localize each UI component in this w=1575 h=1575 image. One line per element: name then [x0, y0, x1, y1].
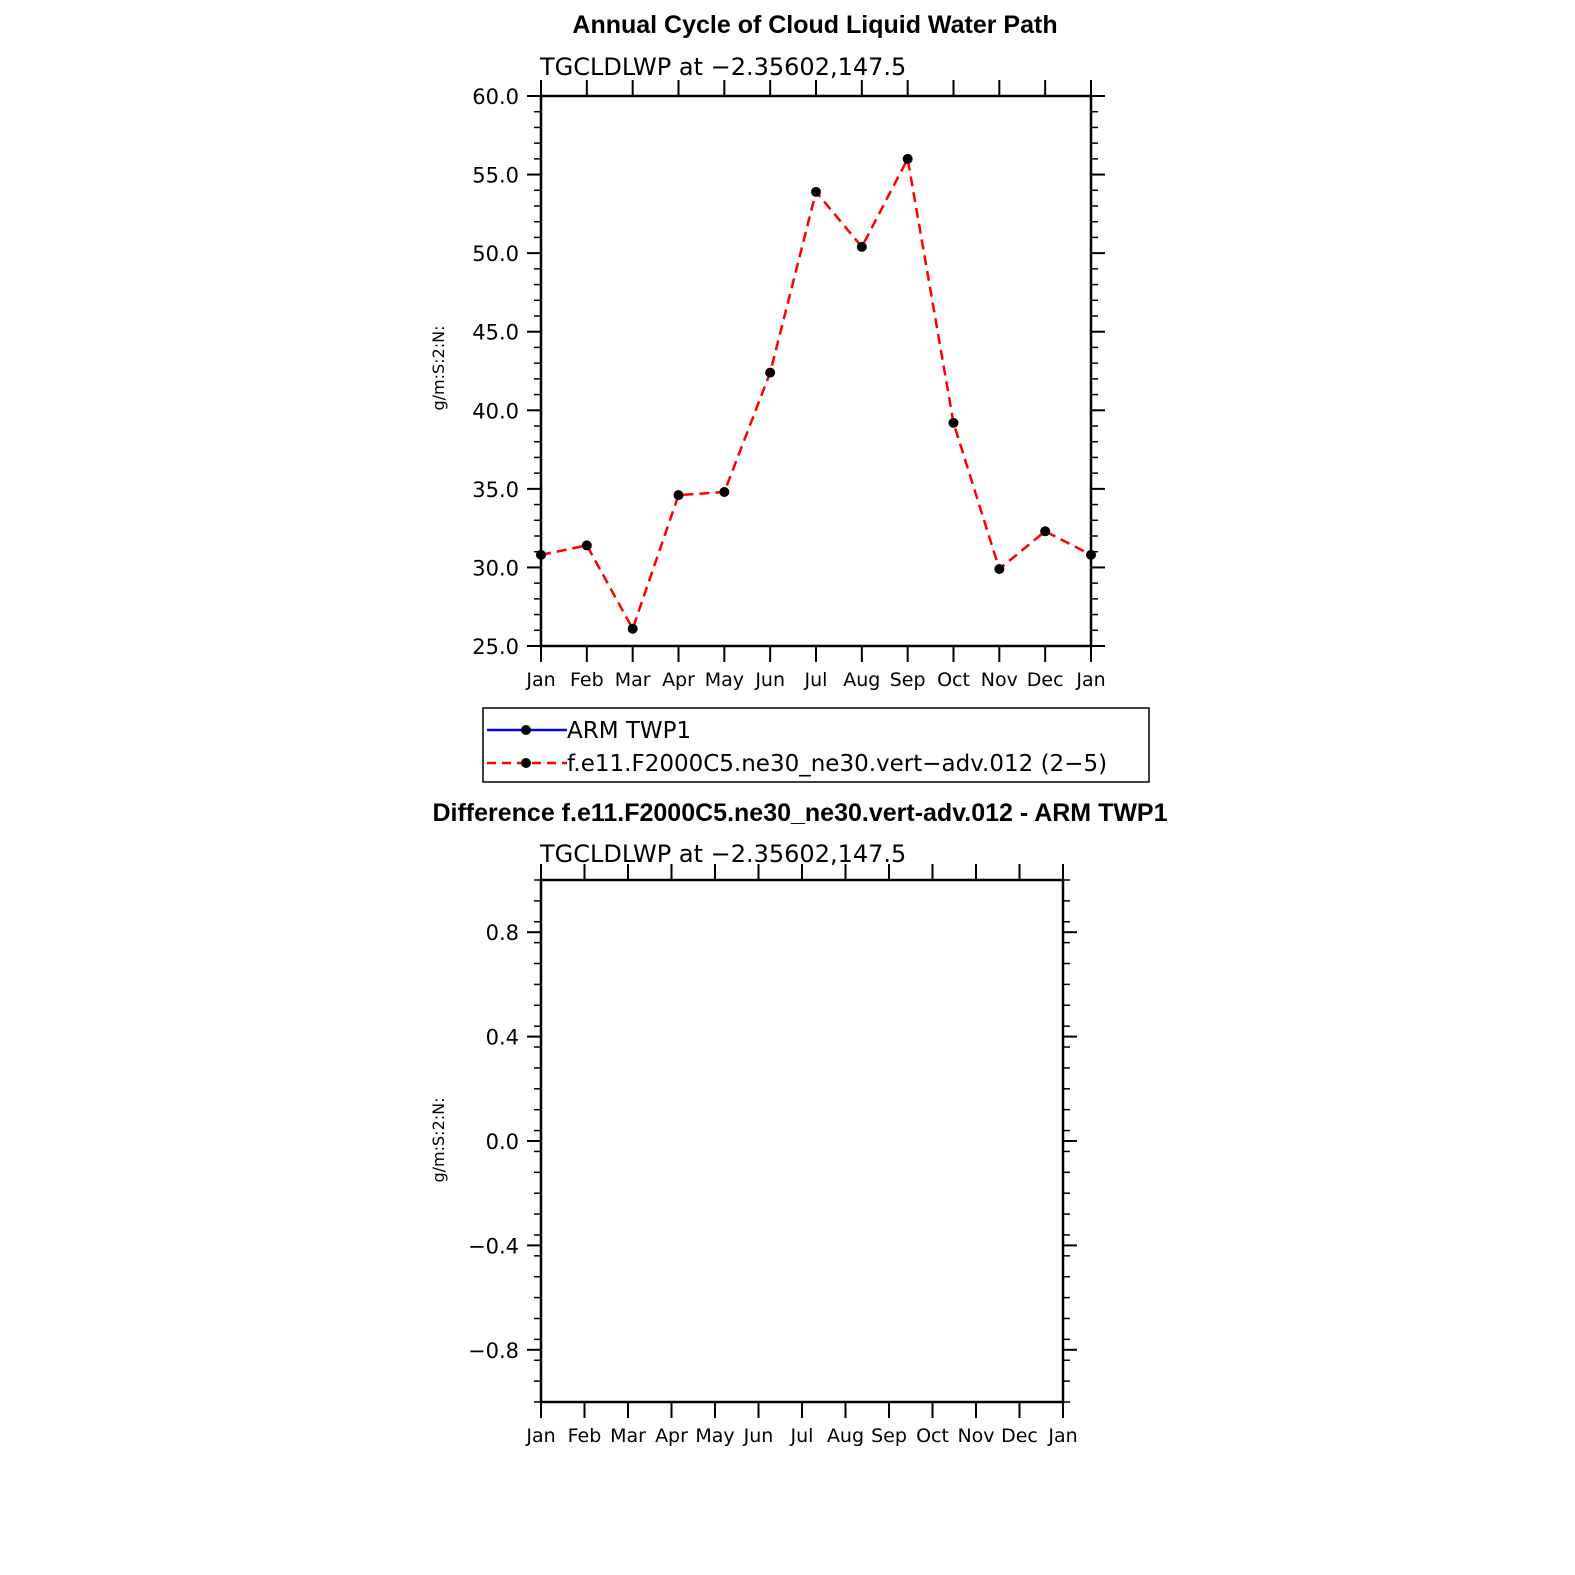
- y-tick-label: −0.8: [468, 1338, 519, 1363]
- x-tick-label: Jul: [790, 1425, 814, 1447]
- x-tick-label: Oct: [916, 1425, 949, 1447]
- data-point: [628, 624, 638, 634]
- top-chart-subtitle: TGCLDLWP at −2.35602,147.5: [540, 53, 907, 81]
- data-point: [949, 418, 959, 428]
- x-tick-label: Feb: [570, 669, 604, 691]
- data-point: [582, 540, 592, 550]
- data-point: [857, 242, 867, 252]
- x-tick-label: Aug: [843, 669, 881, 691]
- top-chart-title: Annual Cycle of Cloud Liquid Water Path: [572, 11, 1058, 39]
- bottom-plot-frame: [541, 880, 1063, 1402]
- x-tick-label: Oct: [937, 669, 970, 691]
- y-tick-label: 35.0: [472, 477, 519, 502]
- x-tick-label: Jan: [526, 669, 556, 691]
- data-point: [994, 564, 1004, 574]
- x-tick-label: Jan: [526, 1425, 556, 1447]
- y-tick-label: 40.0: [472, 399, 519, 424]
- x-tick-label: Nov: [980, 669, 1018, 691]
- data-point: [765, 368, 775, 378]
- x-tick-label: Sep: [871, 1425, 907, 1447]
- y-tick-label: 55.0: [472, 163, 519, 188]
- bottom-chart-ylabel: g/m:S:2:N:: [429, 1097, 448, 1183]
- x-tick-label: Jan: [1048, 1425, 1078, 1447]
- top-plot-frame: [541, 96, 1091, 646]
- data-point: [674, 490, 684, 500]
- x-tick-label: Mar: [614, 669, 651, 691]
- data-point: [811, 187, 821, 197]
- y-tick-label: 50.0: [472, 242, 519, 267]
- legend-marker-arm: [521, 725, 531, 735]
- y-tick-label: 60.0: [472, 85, 519, 109]
- series-line-1: [541, 159, 1091, 629]
- y-tick-label: 30.0: [472, 556, 519, 581]
- y-tick-label: 0.0: [485, 1130, 519, 1154]
- legend-marker-model: [521, 758, 531, 768]
- x-tick-label: Feb: [567, 1425, 602, 1447]
- x-tick-label: Mar: [610, 1425, 646, 1447]
- x-tick-label: Dec: [1001, 1425, 1038, 1447]
- difference-chart: [429, 799, 1168, 1447]
- x-tick-label: Jun: [755, 669, 786, 691]
- x-tick-label: Sep: [889, 669, 926, 691]
- x-tick-label: Dec: [1026, 669, 1064, 691]
- legend-label-model: f.e11.F2000C5.ne30_ne30.vert−adv.012 (2−5): [567, 751, 1108, 777]
- y-tick-label: 0.8: [485, 921, 519, 946]
- annual-cycle-chart: [429, 11, 1106, 691]
- top-chart-ylabel: g/m:S:2:N:: [429, 325, 448, 411]
- x-tick-label: Nov: [957, 1425, 995, 1447]
- x-tick-label: Jan: [1076, 669, 1106, 691]
- y-tick-label: −0.4: [468, 1234, 519, 1259]
- x-tick-label: May: [704, 669, 744, 691]
- x-tick-label: Aug: [826, 1425, 865, 1447]
- x-tick-label: Apr: [655, 1425, 688, 1447]
- bottom-chart-title: Difference f.e11.F2000C5.ne30_ne30.vert-adv.012 - ARM TWP1: [432, 799, 1168, 827]
- data-point: [1040, 526, 1050, 536]
- data-point: [903, 154, 913, 164]
- y-tick-label: 0.4: [485, 1025, 519, 1050]
- legend: [483, 708, 1149, 782]
- data-point: [719, 487, 729, 497]
- legend-label-arm: ARM TWP1: [567, 718, 692, 744]
- x-tick-label: May: [695, 1425, 735, 1447]
- bottom-chart-subtitle: TGCLDLWP at −2.35602,147.5: [540, 840, 907, 868]
- x-tick-label: Jun: [743, 1425, 774, 1447]
- x-tick-label: Jul: [804, 669, 828, 691]
- y-tick-label: 45.0: [472, 320, 519, 345]
- y-tick-label: 25.0: [472, 635, 519, 659]
- x-tick-label: Apr: [662, 669, 695, 691]
